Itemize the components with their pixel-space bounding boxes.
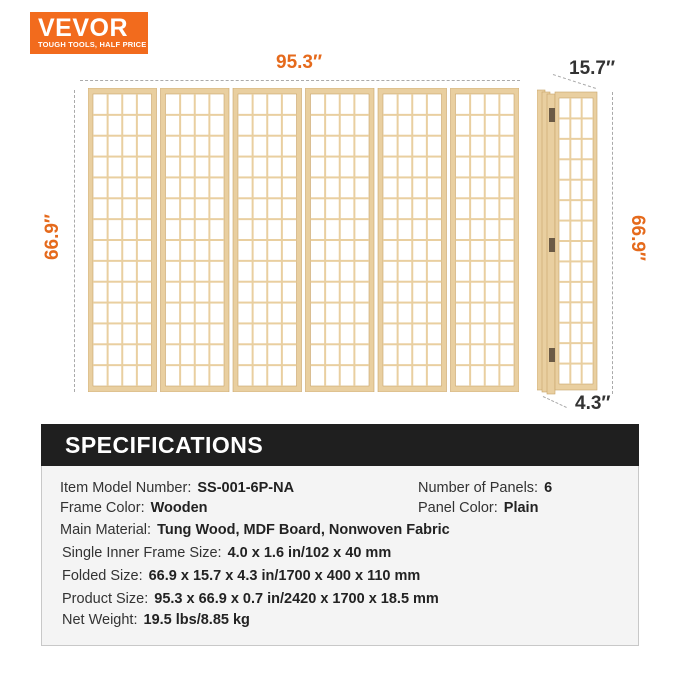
spec-value: 19.5 lbs/8.85 kg	[143, 612, 250, 628]
spec-label: Single Inner Frame Size:	[62, 545, 222, 561]
spec-folded-size	[62, 568, 420, 584]
spec-value: 66.9 x 15.7 x 4.3 in/1700 x 400 x 110 mm	[148, 568, 421, 584]
lattice-bar	[238, 114, 297, 116]
lattice-bar	[166, 260, 225, 262]
lattice-bar	[238, 135, 297, 137]
spec-value: SS-001-6P-NA	[197, 480, 295, 496]
spec-label: Number of Panels:	[418, 480, 539, 496]
lattice-bar	[238, 364, 297, 366]
spec-frame-color	[60, 500, 208, 516]
lattice-bar	[456, 239, 515, 241]
spec-label: Product Size:	[62, 591, 149, 607]
lattice-bar	[559, 220, 593, 222]
lattice-bar	[456, 281, 515, 283]
lattice-bar	[559, 322, 593, 324]
spec-value: 4.0 x 1.6 in/102 x 40 mm	[227, 545, 392, 561]
lattice-bar	[93, 135, 152, 137]
brand-tagline: TOUGH TOOLS, HALF PRICE	[38, 40, 147, 49]
lattice-bar	[93, 239, 152, 241]
lattice-bar	[383, 239, 442, 241]
lattice-bar	[311, 322, 370, 324]
spec-panel-color	[418, 500, 538, 516]
lattice-bar	[456, 322, 515, 324]
lattice-bar	[311, 281, 370, 283]
hinge-icon	[549, 238, 555, 252]
lattice-bar	[238, 302, 297, 304]
lattice-bar	[559, 117, 593, 119]
lattice-bar	[238, 343, 297, 345]
lattice-bar	[311, 364, 370, 366]
lattice-bar	[166, 197, 225, 199]
lattice-bar	[166, 114, 225, 116]
lattice-bar	[383, 135, 442, 137]
lattice-bar	[93, 322, 152, 324]
lattice-bar	[166, 343, 225, 345]
lattice-bar	[456, 343, 515, 345]
lattice-bar	[383, 156, 442, 158]
spec-value: Tung Wood, MDF Board, Nonwoven Fabric	[157, 522, 450, 538]
lattice-bar	[311, 302, 370, 304]
width-guide-line	[80, 80, 520, 81]
lattice-bar	[166, 176, 225, 178]
lattice-bar	[93, 343, 152, 345]
lattice-bar	[311, 260, 370, 262]
lattice-bar	[456, 156, 515, 158]
room-divider-front-view	[88, 88, 519, 392]
spec-label: Main Material:	[60, 522, 152, 538]
room-divider-folded-view	[537, 88, 600, 398]
lattice-bar	[383, 260, 442, 262]
lattice-bar	[456, 114, 515, 116]
lattice-bar	[238, 218, 297, 220]
lattice-bar	[93, 302, 152, 304]
lattice-bar	[93, 176, 152, 178]
spec-label: Frame Color:	[60, 500, 145, 516]
lattice-bar	[238, 260, 297, 262]
specifications-table	[41, 466, 639, 646]
lattice-bar	[238, 239, 297, 241]
lattice-bar	[166, 281, 225, 283]
lattice-bar	[93, 281, 152, 283]
lattice-bar	[456, 218, 515, 220]
depth-dimension: 15.7″	[569, 58, 616, 79]
spec-net-weight	[62, 612, 250, 628]
spec-value: Wooden	[150, 500, 208, 516]
lattice-bar	[166, 239, 225, 241]
specifications-title: SPECIFICATIONS	[65, 432, 264, 458]
lattice-bar	[238, 281, 297, 283]
lattice-bar	[311, 197, 370, 199]
lattice-bar	[456, 135, 515, 137]
lattice-bar	[311, 135, 370, 137]
lattice-bar	[311, 176, 370, 178]
vevor-logo	[30, 12, 148, 54]
lattice-bar	[559, 179, 593, 181]
height-guide-line	[74, 90, 75, 392]
lattice-bar	[559, 240, 593, 242]
lattice-bar	[311, 343, 370, 345]
spec-label: Folded Size:	[62, 568, 143, 584]
lattice-bar	[383, 364, 442, 366]
lattice-bar	[93, 114, 152, 116]
hinge-icon	[549, 108, 555, 122]
lattice-bar	[559, 363, 593, 365]
lattice-bar	[456, 302, 515, 304]
lattice-bar	[166, 135, 225, 137]
lattice-bar	[383, 302, 442, 304]
lattice-bar	[559, 260, 593, 262]
lattice-bar	[559, 342, 593, 344]
lattice-bar	[311, 218, 370, 220]
side-height-guide-line	[612, 92, 613, 394]
lattice-bar	[166, 322, 225, 324]
lattice-bar	[93, 156, 152, 158]
spec-product-size	[62, 591, 439, 607]
lattice-bar	[383, 343, 442, 345]
lattice-bar	[559, 158, 593, 160]
spec-label: Net Weight:	[62, 612, 138, 628]
spec-label: Item Model Number:	[60, 480, 192, 496]
lattice-bar	[383, 197, 442, 199]
lattice-bar	[166, 302, 225, 304]
lattice-bar	[238, 322, 297, 324]
spec-value: 6	[544, 480, 553, 496]
height-dimension-left: 66.9″	[42, 213, 64, 261]
spec-value: 95.3 x 66.9 x 0.7 in/2420 x 1700 x 18.5 mm	[154, 591, 439, 607]
spec-value: Plain	[503, 500, 539, 516]
lattice-bar	[93, 260, 152, 262]
brand-name: VEVOR	[38, 14, 129, 42]
thickness-dimension: 4.3″	[575, 393, 611, 414]
lattice-bar	[383, 176, 442, 178]
lattice-bar	[311, 114, 370, 116]
lattice-bar	[93, 364, 152, 366]
lattice-bar	[238, 176, 297, 178]
lattice-bar	[456, 197, 515, 199]
lattice-bar	[456, 260, 515, 262]
lattice-bar	[559, 301, 593, 303]
lattice-bar	[238, 156, 297, 158]
lattice-bar	[383, 218, 442, 220]
spec-main-material	[60, 522, 450, 538]
lattice-bar	[311, 156, 370, 158]
lattice-bar	[383, 114, 442, 116]
lattice-bar	[383, 281, 442, 283]
lattice-bar	[559, 138, 593, 140]
lattice-bar	[456, 364, 515, 366]
lattice-bar	[93, 197, 152, 199]
lattice-bar	[238, 197, 297, 199]
hinge-icon	[549, 348, 555, 362]
lattice-bar	[456, 176, 515, 178]
lattice-bar	[311, 239, 370, 241]
spec-single-inner-frame-size	[62, 545, 391, 561]
lattice-bar	[166, 218, 225, 220]
height-dimension-right: 66.9″	[627, 214, 649, 262]
specifications-header	[41, 424, 639, 466]
width-dimension: 95.3″	[276, 52, 323, 73]
lattice-bar	[383, 322, 442, 324]
lattice-bar	[93, 218, 152, 220]
spec-item-model-number	[60, 480, 294, 496]
spec-number-of-panels	[418, 480, 552, 496]
lattice-bar	[559, 281, 593, 283]
lattice-bar	[166, 156, 225, 158]
lattice-bar	[166, 364, 225, 366]
spec-label: Panel Color:	[418, 500, 498, 516]
lattice-bar	[559, 199, 593, 201]
